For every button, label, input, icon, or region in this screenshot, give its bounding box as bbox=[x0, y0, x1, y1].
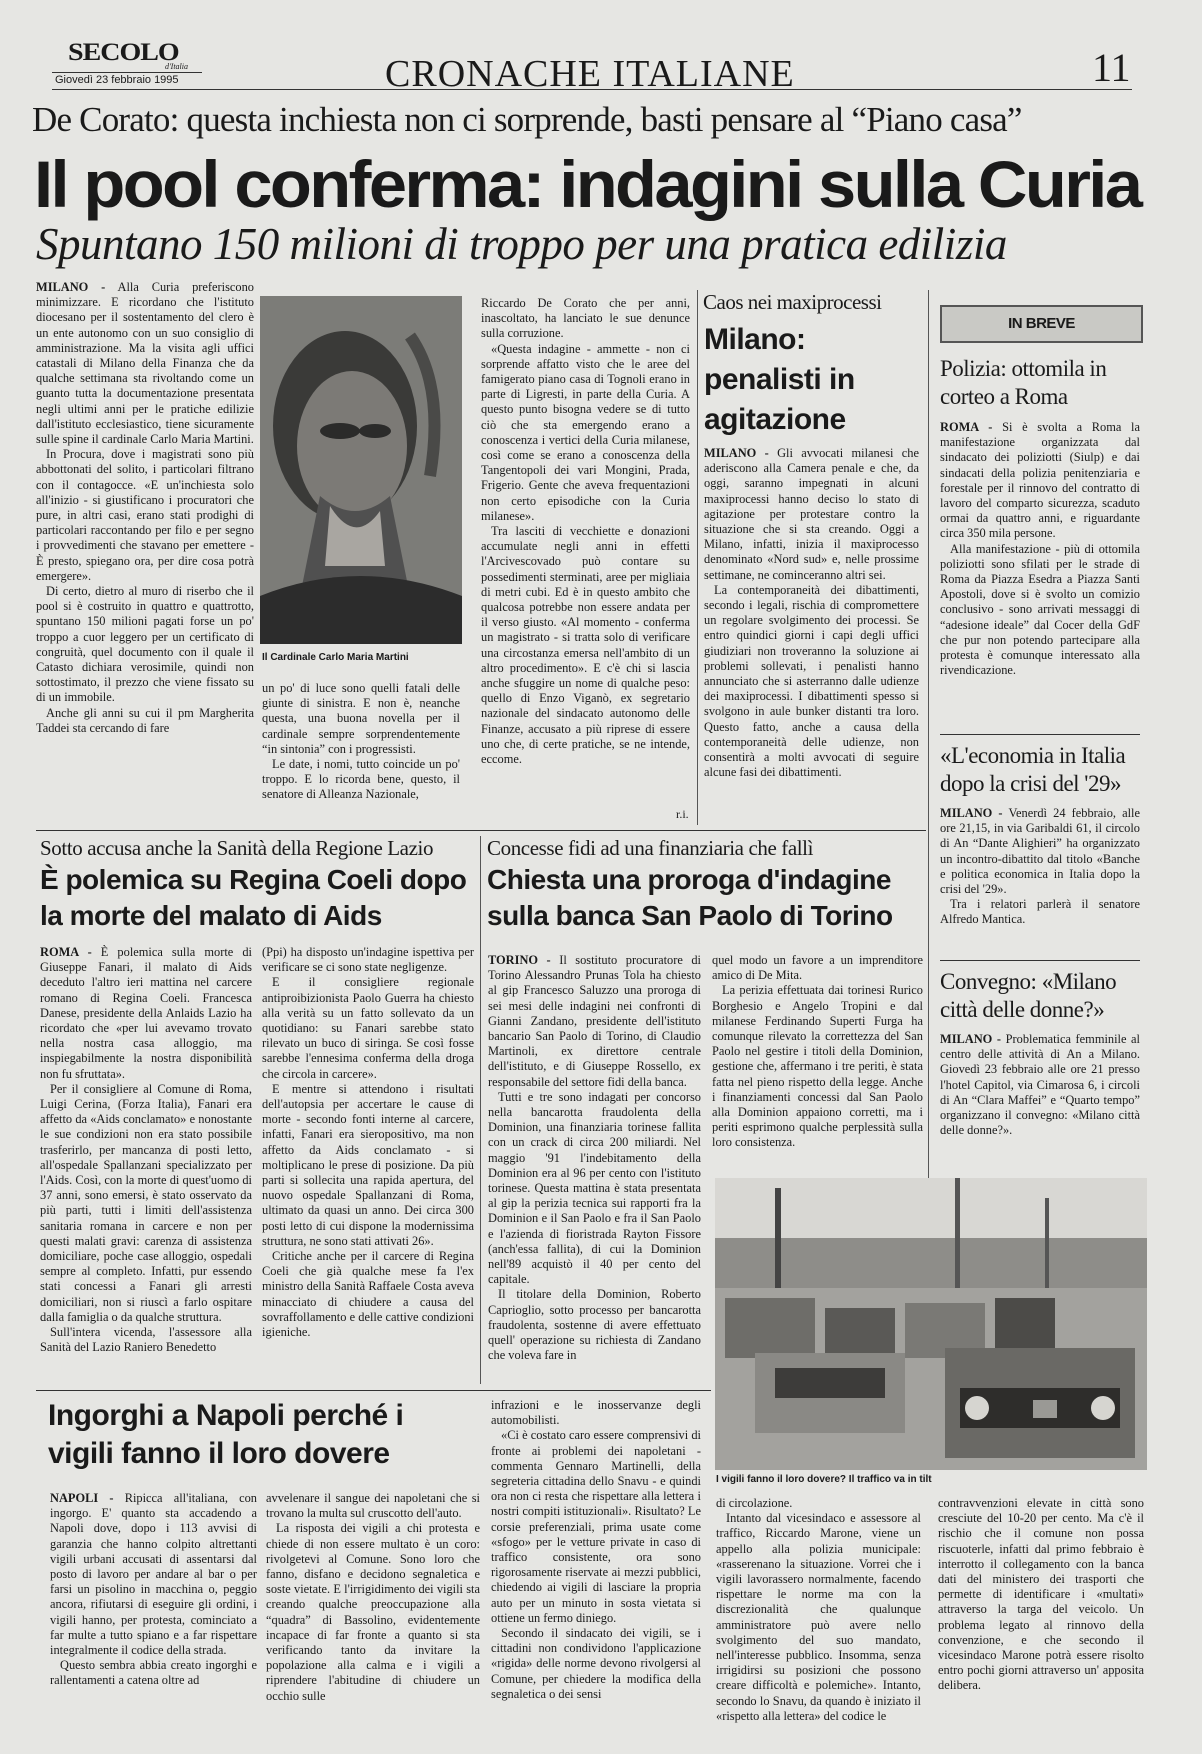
regina-column-1 bbox=[40, 945, 252, 1383]
regina-text-2: (Ppi) ha disposto un'indagine ispettiva per verificare se ci sono state negligenze. bbox=[262, 945, 474, 975]
regina-headline: È polemica su Regina Coeli dopo la morte del malato di Aids bbox=[40, 864, 467, 931]
maxi-kicker: Caos nei maxiprocessi bbox=[703, 290, 882, 314]
sanpaolo-kicker: Concesse fidi ad una finanziaria che fallì bbox=[487, 836, 814, 860]
napoli-headline: Ingorghi a Napoli perché i vigili fanno il loro dovere bbox=[48, 1399, 404, 1470]
napoli-text-4: di circolazione. bbox=[716, 1496, 793, 1510]
sidebar-item-1-dateline: ROMA - bbox=[940, 420, 993, 434]
sidebar-item-2-text-2: Tra i relatori parlerà il senatore Alfredo Mantica. bbox=[940, 897, 1140, 927]
masthead-rule-top bbox=[52, 72, 202, 73]
sidebar-item-2-text: Venerdì 24 febbraio, alle ore 21,15, in via Garibaldi 61, il circolo di An “Dante Alighieri” ha organizzato un incontro-dibattito dal titolo «Banche e politica economica in Italia dopo la crisi del '29». bbox=[940, 806, 1140, 897]
sanpaolo-text-1: Il sostituto procuratore di Torino Alessandro Prunas Tola ha chiesto al gip Francesco Saluzzo una proroga di sei mesi delle indagini nei confronti di Gianni Zandano, presidente dell'istituto bancario San Paolo di Torino, di Claudio Martinoli, ex direttore centrale dell'istituto, e di Giuseppe Rossello, ex responsabile del settore fidi della banca. bbox=[488, 953, 701, 1089]
cardinal-photo-image bbox=[260, 296, 462, 644]
maxi-column bbox=[704, 446, 919, 826]
sanpaolo-text-1b: Tutti e tre sono indagati per concorso nella bancarotta fraudolenta della Dominion, una finanziaria torinese fallita con un crack di circa 200 miliardi. Nel maggio '91 l'indebitamento della Dominion era al 96 per cento con l'istituto torinese. Questa mattina è stata presentata al gip la perizia tecnica sui rapporti fra la Dominion e il San Paolo e fra il San Paolo e l'azienda di fioristrada Rayton Fissore (anch'essa fallita), di cui la Dominion nell'89 acquistò il 40 per cento del capitale. bbox=[488, 1089, 701, 1287]
masthead-date: Giovedì 23 febbraio 1995 bbox=[55, 74, 179, 86]
sidebar-item-2-title: «L'economia in Italia dopo la crisi del '29» bbox=[940, 743, 1126, 796]
sidebar-item-1-title: Polizia: ottomila in corteo a Roma bbox=[940, 356, 1107, 409]
lead-dateline: MILANO - bbox=[36, 280, 106, 294]
napoli-column-3 bbox=[491, 1398, 701, 1746]
sidebar-rule-2 bbox=[940, 960, 1140, 961]
sanpaolo-column-2 bbox=[712, 953, 923, 1173]
lead-column-2 bbox=[262, 681, 460, 826]
napoli-text-1b: Questo sembra abbia creato ingorghi e rallentamenti a catena oltre ad bbox=[50, 1658, 257, 1688]
regina-text-2c: E mentre si attendono i risultati dell'autopsia per accertare le cause di morte - secondo fonti interne al carcere, infatti, Fanari era sieropositivo, ma non affetto da Aids conclamato - si moltiplicano le prese di posizione. Da più parti si sollecita una rapida apertura, del nuovo ospedale Spallanzani di Roma, ultimato da quasi un anno. Dei circa 300 posti letto di cui dispone la modernissima struttura, ne sono stati attivati 26». bbox=[262, 1081, 474, 1248]
regina-kicker: Sotto accusa anche la Sanità della Regione Lazio bbox=[40, 836, 434, 860]
lead-kicker: De Corato: questa inchiesta non ci sorprende, basti pensare al “Piano casa” bbox=[32, 100, 1022, 139]
in-breve-title: IN BREVE bbox=[1008, 315, 1075, 332]
lead-text-1b: In Procura, dove i magistrati sono più abbottonati del solito, i particolari filtrano con il contagocce. «E un'inchiesta solo all'inizio - si giustificano i procuratori che pure, in altri casi, erano stati prodighi di particolari raccontando per filo e per segno i provvedimenti che stavano per emettere - È presto, spiegano ora, per dire cosa potrà emergere». bbox=[36, 447, 254, 583]
napoli-text-1: Ripicca all'italiana, con ingorgo. E' quanto sta accadendo a Napoli dove, dopo i 113 avvisi di garanzia che hanno colpito altrettanti vigili urbani accusati di assentarsi dal posto di lavoro per andare al bar o per farsi un pisolino in macchina o, peggio ancora, rifiutarsi di eseguire gli ordini, i vigili hanno, per protesta, cominciato a far multe a tutto spiano e a far rispettare integralmente il codice della strada. bbox=[50, 1491, 257, 1658]
sanpaolo-column-1 bbox=[488, 953, 701, 1383]
napoli-text-2b: La risposta dei vigili a chi protesta e chiede di non essere multato è un coro: rivolgetevi al Comune. Sono loro che fanno, disfano e decidono segnaletica e soste vietate. E l'irrigidimento dei vigili sta creando qualche preoccupazione alla “quadra” di Bassolino, evidentemente incapace di far fronte a quanto si sta verificando tanto da invitare la popolazione alla calma e i vigili a riprendere l'abitudine di chiudere un occhio sulle bbox=[266, 1521, 480, 1703]
traffic-photo bbox=[715, 1178, 1147, 1470]
sidebar-item-1-body bbox=[940, 420, 1140, 740]
lead-subhead: Spuntano 150 milioni di troppo per una pratica edilizia bbox=[36, 219, 1007, 269]
maxi-dateline: MILANO - bbox=[704, 446, 769, 460]
napoli-top-rule bbox=[36, 1390, 711, 1391]
sidebar-item-3-title: Convegno: «Milano città delle donne?» bbox=[940, 969, 1117, 1022]
lead-text-2: un po' di luce sono quelli fatali delle giunte di sinistra. E non è, neanche questa, una buona novella per il cardinale sempre sorprendentemente “in sintonia” con i progressisti. bbox=[262, 681, 460, 756]
regina-column-2 bbox=[262, 945, 474, 1383]
logo-sub: d'Italia bbox=[164, 62, 188, 71]
logo bbox=[68, 40, 188, 71]
section-title: CRONACHE ITALIANE bbox=[385, 53, 795, 95]
napoli-column-5 bbox=[938, 1496, 1144, 1746]
regina-divider bbox=[480, 836, 481, 1384]
in-breve-box bbox=[940, 305, 1143, 343]
lead-text-3b: «Questa indagine - ammette - non ci sorprende affatto visto che le aree del famigerato piano casa di Tognoli erano in parte di Ligresti, in parte della Curia. A questo punto bisogna vedere se di tutto ciò che sta emergendo erano a conoscenza i vertici della Curia milanese, così come se erano a conoscenza della Tangentopoli dei vari Mongini, Prada, Frigerio. Gente che aveva frequentazioni non certo episodiche con la Curia milanese». bbox=[481, 341, 690, 523]
regina-text-1: È polemica sulla morte di Giuseppe Fanari, il malato di Aids deceduto l'altro ieri mattina nel carcere romano di Regina Coeli. Francesca Danese, presidente della Anlaids Lazio ha ricordato che «per lui avevamo trovato nella nostra casa alloggio, ma inspiegabilmente la nostra disponibilità non fu sfruttata». bbox=[40, 945, 252, 1081]
lead-bottom-rule bbox=[36, 830, 926, 831]
lead-text-1d: Anche gli anni su cui il pm Margherita Taddei sta cercando di fare bbox=[36, 705, 254, 735]
lead-text-3: Riccardo De Corato che per anni, inascoltato, ha lanciato le sue denunce sulla corruzione. bbox=[481, 296, 690, 341]
napoli-column-1 bbox=[50, 1491, 257, 1746]
lead-text-1c: Di certo, dietro al muro di riserbo che il pool si è costruito in quattro e quattrotto, spuntano 150 milioni pagati forse un po' troppo a cuor leggero per un certificato di congruità, quel documento con il quale il Catasto dichiara verosimile, quindi non sottostimato, il prezzo che viene fissato su di un immobile. bbox=[36, 584, 254, 705]
sidebar-item-3-body bbox=[940, 1032, 1140, 1172]
napoli-text-5: contravvenzioni elevate in città sono cresciute del 10-20 per cento. Ma c'è il rischio che il comune non possa riscuoterle, infatti dal primo febbraio è interrotto il collegamento con la banca dati del ministero dei trasporti che permette di identificare i «multati» attraverso la targa del veicolo. Un problema legato al rinnovo della convenzione, e che secondo il vicesindaco Marone potrà essere risolto entro pochi giorni attraverso un' apposita delibera. bbox=[938, 1496, 1144, 1693]
lead-text-2b: Le date, i nomi, tutto coincide un po' troppo. E lo ricorda bene, questo, il senatore di Alleanza Nazionale, bbox=[262, 757, 460, 802]
lead-text-1: Alla Curia preferiscono minimizzare. E ricordano che l'istituto diocesano per il sostentamento del clero è un ente autonomo con un suo consiglio di amministrazione. Ma la visita agli uffici catastali di Milano della Finanza che da qualche settimana sta rivoltando come un guanto tutta la documentazione presentata negli ultimi anni per le pratiche edilizie dall'istituto ecclesiastico, tiene sicuramente sulle spine il cardinale Carlo Maria Martini. bbox=[36, 280, 254, 447]
traffic-photo-image bbox=[715, 1178, 1147, 1470]
logo-main: SECOLO bbox=[68, 38, 179, 67]
lead-column-3 bbox=[481, 296, 690, 806]
lead-text-3c: Tra lasciti di vecchiette e donazioni accumulate negli anni in effetti l'Arcivescovado può contare su possedimenti sterminati, aree per migliaia di metri cubi. Ed è in questo ambito che qualcosa potrebbe non essere andata per il verso giusto. «Al momento - conferma un magistrato - si tratta solo di verificare una circostanza emersa nell'ambito di un altro procedimento». E c'è chi si lascia anche sfuggire un nome di qualche peso: quello di Enzo Viganò, ex segretario nazionale del sindacato autonomo delle Finanze, accusato a più riprese di essere uno che, di certe pratiche, se ne intende, eccome. bbox=[481, 524, 690, 767]
sanpaolo-dateline: TORINO - bbox=[488, 953, 551, 967]
napoli-text-3c: Secondo il sindacato dei vigili, se i cittadini non condividono l'applicazione «rigida» delle norme devono rivolgersi al Comune, per chiedere la modifica della segnaletica o dei sensi bbox=[491, 1626, 701, 1701]
sanpaolo-text-2: quel modo un favore a un imprenditore amico di De Mita. bbox=[712, 953, 923, 983]
sidebar-item-3-text: Problematica femminile al centro delle attività di An a Milano. Giovedì 23 febbraio alle ore 21 presso l'hotel Capitol, via Cimarosa 6, i circoli di An “Clara Maffei” e “Quarto tempo” organizzano il convegno: «Milano città delle donne?». bbox=[940, 1032, 1140, 1138]
maxi-headline: Milano: penalisti in agitazione bbox=[704, 323, 855, 436]
napoli-column-4 bbox=[716, 1496, 921, 1746]
page-number: 11 bbox=[1092, 45, 1131, 90]
cardinal-photo bbox=[260, 296, 462, 644]
sidebar-item-1-text-2: Alla manifestazione - più di ottomila poliziotti sono sfilati per le strade di Roma da Piazza Esedra a Piazza Santi Apostoli, dove si è svolto un comizio conclusivo - sono arrivati messaggi di “adesione ideale” dal Cocer della GdF che pur non potendo partecipare alla protesta è comunque interessato alla rivendicazione. bbox=[940, 541, 1140, 678]
maxi-text-1: Gli avvocati milanesi che aderiscono alla Camera penale e che, da oggi, saranno impegnati in alcuni maxiprocessi hanno deciso lo stato di agitazione per protestare contro la situazione che si sta creando. Oggi a Milano, infatti, inizia il maxiprocesso denominato «Nord sud» e, nelle prossime settimane, ne cominceranno altri sei. bbox=[704, 446, 919, 582]
sanpaolo-headline: Chiesta una proroga d'indagine sulla banca San Paolo di Torino bbox=[487, 864, 893, 931]
sidebar-item-2-body bbox=[940, 806, 1140, 956]
cardinal-photo-caption: Il Cardinale Carlo Maria Martini bbox=[262, 652, 409, 663]
napoli-text-4b: Intanto dal vicesindaco e assessore al traffico, Riccardo Marone, viene un appello alla polizia municipale: «rasserenano la situazione. Vorrei che i vigili lavorassero normalmente, facendo rispettare le norme ma con la discrezionalità che qualunque amministratore può avere nello svolgimento del suo mandato, nell'interesse pubblico. Insomma, senza irrigidirsi su posizioni che possono creare difficoltà e polemiche». Intanto, secondo lo Snavu, da quando è iniziato il «rispetto alla lettera» del codice le bbox=[716, 1511, 921, 1723]
regina-text-1c: Sull'intera vicenda, l'assessore alla Sanità del Lazio Raniero Benedetto bbox=[40, 1325, 252, 1355]
napoli-dateline: NAPOLI - bbox=[50, 1491, 114, 1505]
sidebar-rule-1 bbox=[940, 734, 1140, 735]
regina-text-2b: E il consigliere regionale antiproibizionista Paolo Guerra ha chiesto alla verità su un fatto sollevato da un quotidiano: su Fanari sarebbe stato rilevato un buco di siringa. Se così fosse sarebbe l'ennesima conferma della droga che circola in carcere». bbox=[262, 975, 474, 1081]
sidebar-item-2-dateline: MILANO - bbox=[940, 806, 1003, 820]
napoli-text-3b: «Ci è costato caro essere comprensivi di fronte ai problemi dei napoletani - commenta Gennaro Martinelli, della segreteria cittadina dello Snavu - e quindi ora non ci resta che rispettare alla lettera i nostri compiti istituzionali». Risultato? Le corsie preferenziali, prima usate come «sfogo» per le vetture private in caso di traffico consistente, ora sono rigorosamente riservate ai mezzi pubblici, chiedendo ai vigili di lasciare la propria auto per un minuto in sosta vietata si ottiene un fermo diniego. bbox=[491, 1428, 701, 1625]
napoli-text-2: avvelenare il sangue dei napoletani che si trovano la multa sul cruscotto dell'auto. bbox=[266, 1491, 480, 1521]
lead-signature: r.i. bbox=[676, 807, 689, 821]
traffic-photo-caption: I vigili fanno il loro dovere? Il traffico va in tilt bbox=[716, 1474, 932, 1485]
lead-headline: Il pool conferma: indagini sulla Curia bbox=[34, 147, 1141, 221]
maxi-text-2: La contemporaneità dei dibattimenti, secondo i legali, rischia di compromettere un regolare svolgimento dei processi. Se entro quindici giorni i capi degli uffici giudiziari non troveranno la soluzione ai problemi sollevati, i penalisti hanno annunciato che si asterranno dalle udienze dei maxiprocessi. I dibattimenti spesso si svolgono in aule bunker distanti tra loro. Questo fatto, anche a causa della contemporaneità delle udienze, non consentirà a molti avvocati di seguire alcune fasi dei dibattimenti. bbox=[704, 582, 919, 780]
sidebar-item-1-text: Si è svolta a Roma la manifestazione organizzata dal sindacato dei poliziotti (Siulp) e dai sindacati della polizia penitenziaria e forestale per il rinnovo del contratto di lavoro del comparto sicurezza, scaduto ormai da quattro anni, e riguardante circa 350 mila persone. bbox=[940, 420, 1140, 541]
sanpaolo-text-1c: Il titolare della Dominion, Roberto Caprioglio, sotto processo per bancarotta fraudolenta, sostenne di avere effettuato quell' operazione su richiesta di Zandano che voleva fare in bbox=[488, 1287, 701, 1363]
regina-text-1b: Per il consigliere al Comune di Roma, Luigi Cerina, (Forza Italia), Fanari era affetto da «Aids conclamato» e nonostante le sue condizioni non era stato possibile trasferirlo, per mancanza di posti letto, all'ospedale Spallanzani specializzato per l'Aids. Così, con la morte di quest'uomo di 37 anni, sono emersi, è stato osservato da più parti, tutti i limiti dell'assistenza sanitaria romana in carcere e non per questi malati gravi: carenza di assistenza domiciliare, poche case alloggio, ospedali sempre al completo. Infatti, pur essendo stati concessi a Fanari gli arresti domiciliari, non si riuscì a farlo ospitare dalla famiglia o da qualche struttura. bbox=[40, 1081, 252, 1324]
napoli-text-3: infrazioni e le inosservanze degli automobilisti. bbox=[491, 1398, 701, 1428]
lead-column-1 bbox=[36, 280, 254, 825]
regina-dateline: ROMA - bbox=[40, 945, 92, 959]
lead-divider bbox=[697, 290, 698, 825]
napoli-column-2 bbox=[266, 1491, 480, 1746]
regina-text-2d: Critiche anche per il carcere di Regina Coeli che già qualche mese fa l'ex ministro della Sanità Raffaele Costa aveva minacciato di chiudere a causa del sovraffollamento e delle cattive condizioni igieniche. bbox=[262, 1249, 474, 1340]
sidebar-item-3-dateline: MILANO - bbox=[940, 1032, 1002, 1046]
sanpaolo-text-2b: La perizia effettuata dai torinesi Rurico Borghesio e Angelo Tropini e dal milanese Ferdinando Superti Furga ha comunque rilevato la correttezza del San Paolo nel gestire i titoli della Dominion, gestione che, affermano i tre periti, è stata fatta nel pieno rispetto della legge. Anche i finanziamenti concessi dal San Paolo alla Dominion appaiono corretti, ma i periti esprimono qualche perplessità sulla loro consistenza. bbox=[712, 983, 923, 1150]
